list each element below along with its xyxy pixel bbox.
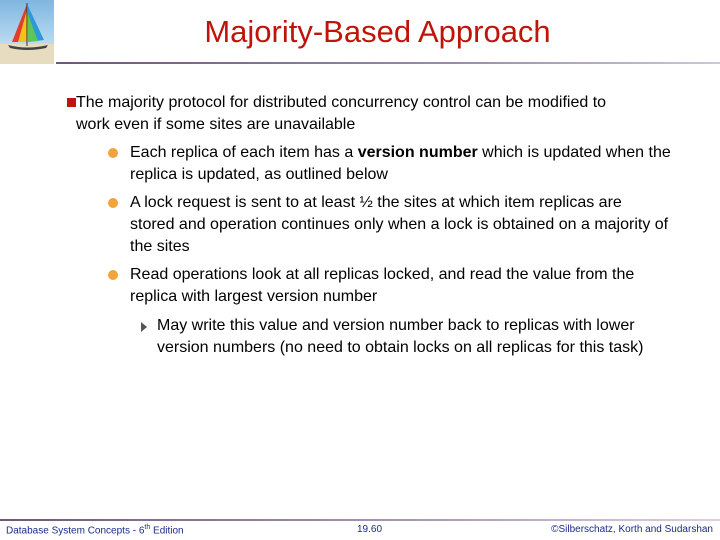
sub-bullet-text: A lock request is sent to at least ½ the sites at which item replicas are stored and operation continues only when a lock is obtained on a majority of the sites (130, 194, 669, 255)
sub-sub-bullet-write-back (157, 315, 662, 359)
round-bullet-icon (108, 198, 118, 208)
sub-bullet-bold-term: version number (357, 144, 478, 161)
sub-bullet-read-operations (130, 264, 650, 308)
sub-sub-bullet-text: May write this value and version number back to replicas with lower version numbers (no need to obtain locks on all replicas for this task) (157, 317, 644, 356)
title-divider (56, 62, 720, 64)
sub-bullet-text-post: which is updated when the replica is updated, as outlined below (130, 144, 671, 183)
sub-bullet-text-pre: Each replica of each item has a (130, 144, 358, 161)
footer-edition-sup: th (144, 524, 151, 531)
bullet-text: The majority protocol for distributed concurrency control can be modified to work even if some sites are unavailable (76, 94, 607, 133)
slide-title: Majority-Based Approach (204, 14, 551, 49)
footer-copyright: ©Silberschatz, Korth and Sudarshan (551, 524, 713, 535)
round-bullet-icon (108, 270, 118, 280)
footer-page-number: 19.60 (357, 524, 383, 535)
footer-edition-text: Edition (150, 525, 184, 537)
footer-divider (0, 519, 720, 521)
sub-bullet-version-number (130, 142, 690, 186)
footer-book-title-text: Database System Concepts - 6 (6, 525, 145, 537)
bullet-majority-protocol (76, 92, 636, 136)
sub-bullet-text: Read operations look at all replicas locked, and read the value from the replica with largest version number (130, 266, 635, 305)
square-bullet-icon (67, 98, 76, 107)
round-bullet-icon (108, 148, 118, 158)
sub-bullet-lock-request (130, 192, 670, 258)
footer-book-title (6, 524, 184, 536)
triangle-bullet-icon (141, 322, 147, 332)
